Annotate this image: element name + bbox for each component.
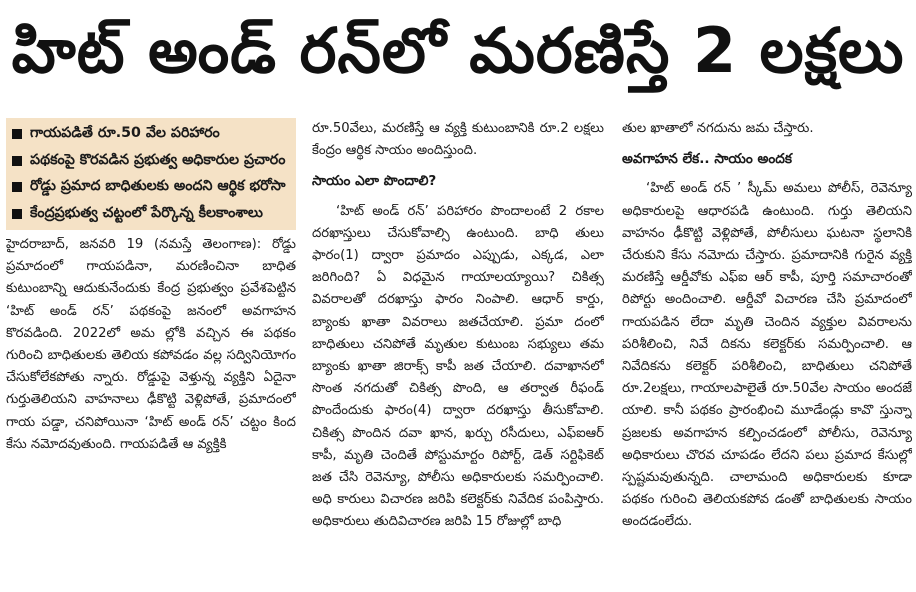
column-2	[312, 118, 604, 592]
subheading: అవగాహన లేక.. సాయం అందక	[622, 151, 792, 168]
highlight-item	[12, 147, 290, 174]
highlight-text: పథకంపై కొరవడిన ప్రభుత్వ అధికారుల ప్రచారం	[30, 151, 286, 168]
highlight-item	[12, 173, 290, 200]
highlight-text: రోడ్డు ప్రమాద బాధితులకు అందని ఆర్థిక భరోసా	[30, 178, 286, 194]
article-paragraph: ‘హిట్ అండ్ రన్ ’ స్కీమ్ అమలు పోలీస్, రెవెన్యూ అధికారులపై ఆధారపడి ఉంటుంది. గుర్తు తెలియని వాహనం ఢీకొట్టి వెళ్లిపోతే, పోలీసులు ఘటనా స్థలానికి చేరుకుని కేసు నమోదు చేస్తారు. ప్రమాదానికి గురైన వ్యక్తి మరణిస్తే ఆర్డీవోకు ఎఫ్ఐ ఆర్ కాపీ, పూర్తి సమాచారంతో రిపోర్టు అందించాలి. ఆర్డీవో విచారణ చేసి ప్రమాదంలో గాయపడిన లేదా మృతి చెందిన వ్యక్తుల వివరాలను పరిశీలించి, నివే దికను కలెక్టర్‌కు సమర్పించాలి. ఆ నివేదికను కలెక్టర్ పరిశీలించి, బాధితులు చనిపోతే రూ.2లక్షలు, గాయాలపాలైతే రూ.50వేల సాయం అందజే యాలి. కానీ పథకం ప్రారంభించి మూడేండ్లు కావొ స్తున్నా ప్రజలకు అవగాహన కల్పించడంలో పోలీసు, రెవెన్యూ అధికారులు చొరవ చూపడం లేదని పలు ప్రమాద కేసుల్లో స్పష్టమవుతున్నది. చాలామంది అధికారులకు కూడా పథకం గురించి తెలియకపోవ డంతో బాధితులకు సాయం అందడంలేదు.	[622, 181, 912, 530]
square-bullet-icon	[12, 156, 22, 166]
highlights-box	[6, 118, 296, 230]
highlight-item	[12, 200, 290, 227]
square-bullet-icon	[12, 129, 22, 139]
article-paragraph: ‘హిట్ అండ్ రన్’ పరిహారం పొందాలంటే 2 రకాల దరఖాస్తులు చేసుకోవాల్సి ఉంటుంది. బాధి తులు ఫారం(1) ద్వారా ప్రమాదం ఎప్పుడు, ఎక్కడ, ఎలా జరిగింది? ఏ విధమైన గాయాలయ్యాయి? చికిత్స వివరాలతో దరఖాస్తు ఫారం నింపాలి. ఆధార్ కార్డు, బ్యాంకు ఖాతా వివరాలు జతచేయాలి. ప్రమా దంలో బాధితులు చనిపోతే మృతుల కుటుంబ సభ్యులు తమ బ్యాంకు ఖాతా జిరాక్స్ కాపీ జత చేయాలి. దవాఖానలో సొంత నగదుతో చికిత్స పొంది, ఆ తర్వాత రీఫండ్ పొందేందుకు ఫారం(4) ద్వారా దరఖాస్తు తీసుకోవాలి. చికిత్స పొందిన దవా ఖాన, ఖర్చు రసీదులు, ఎఫ్ఐఆర్ కాపీ, మృతి చెందితే పోస్టుమార్టం రిపోర్ట్, డెత్ సర్టిఫికెట్ జత చేసి రెవెన్యూ, పోలీసు అధికారులకు సమర్పించాలి. అధి కారులు విచారణ జరిపి కలెక్టర్‌కు నివేదిక పంపిస్తారు. అధికారులు తుదివిచారణ జరిపి 15 రోజుల్లో బాధి	[312, 203, 604, 530]
square-bullet-icon	[12, 182, 22, 192]
square-bullet-icon	[12, 209, 22, 219]
column-1	[6, 118, 296, 592]
highlight-text: కేంద్రప్రభుత్వ చట్టంలో పేర్కొన్న కీలకాంశాలు	[30, 204, 263, 221]
highlight-text: గాయపడితే రూ.50 వేల పరిహారం	[30, 125, 220, 141]
headline: హిట్ అండ్ రన్‌లో మరణిస్తే 2 లక్షలు	[11, 14, 905, 87]
highlight-item	[12, 120, 290, 147]
article-lead-paragraph: హైదరాబాద్, జనవరి 19 (నమస్తే తెలంగాణ): రోడ్డు ప్రమాదంలో గాయపడినా, మరణించినా బాధిత కుటుంబాన్ని ఆదుకునేందుకు కేంద్ర ప్రభుత్వం ప్రవేశపెట్టిన ‘హిట్ అండ్ రన్’ పథకంపై జనంలో అవగాహన కొరవడింది. 2022లో అమ ల్లోకి వచ్చిన ఈ పథకం గురించి బాధితులకు తెలియ కపోవడం వల్ల సద్వినియోగం చేసుకోలేకపోతు న్నారు. రోడ్డుపై వెళ్తున్న వ్యక్తిని ఏదైనా గుర్తుతెలియని వాహనాలు ఢీకొట్టి వెళ్లిపోతే, ప్రమాదంలో గాయ పడ్డా, చనిపోయినా ‘హిట్ అండ్ రన్’ చట్టం కింద కేసు నమోదవుతుంది. గాయపడితే ఆ వ్యక్తికి	[6, 237, 296, 452]
article-paragraph: తుల ఖాతాలో నగదును జమ చేస్తారు.	[622, 121, 814, 136]
article-paragraph: రూ.50వేలు, మరణిస్తే ఆ వ్యక్తి కుటుంబానికి రూ.2 లక్షలు కేంద్రం ఆర్థిక సాయం అందిస్తుంది.	[312, 121, 604, 159]
column-3	[622, 118, 912, 592]
subheading: సాయం ఎలా పొందాలి?	[312, 173, 437, 190]
